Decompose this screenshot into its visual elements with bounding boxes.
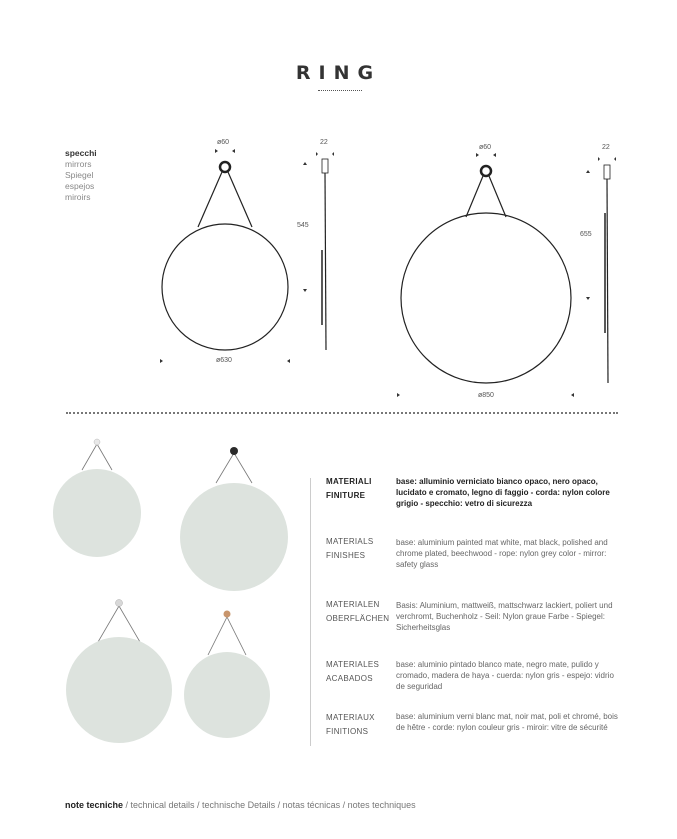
large-depth: 22 [602,144,610,151]
small-height: 545 [297,222,309,229]
small-mirror-front-view [162,162,288,350]
small-depth: 22 [320,139,328,146]
large-mirror-front-view [401,166,571,383]
small-ring-diameter: ø60 [217,139,230,146]
large-height: 655 [580,231,592,238]
materials-label-de: MATERIALEN OBERFLÄCHEN [326,600,390,623]
page-title: RING [295,62,382,84]
materials-label-en: MATERIALS FINISHES [326,537,374,560]
thumbnail-white-hook [53,439,141,557]
materials-text-fr: base: aluminium verni blanc mat, noir mat, poli et chromé, bois de hêtre - corde: nylon couleur gris - miroir: vitre de sécurité [396,712,618,732]
category-item: Spiegel [65,170,94,180]
thumbnail-chrome-hook [66,600,172,744]
materials-text-it: base: alluminio verniciato bianco opaco, nero opaco, lucidato e cromato, legno di faggio - corda: nylon colore grigio - specchio: vetro di sicurezza [396,477,610,508]
category-item: specchi [65,148,97,158]
footer-note [65,800,416,810]
footer-rest: / technical details / technische Details / notas técnicas / notes techniques [123,800,416,810]
materials-label-es: MATERIALES ACABADOS [326,660,380,683]
materials-label-it: MATERIALI FINITURE [326,477,372,500]
materials-text-en: base: aluminium painted mat white, mat black, polished and chrome plated, beechwood - rope: nylon grey color - mirror: safety glass [396,538,608,569]
materials-divider [310,478,311,746]
category-item: miroirs [65,192,91,202]
thumbnail-wood-hook [184,611,270,739]
large-mirror-arrows [397,153,590,397]
small-mirror-arrows [160,149,307,363]
small-width: ø630 [216,357,232,364]
category-item: espejos [65,181,95,191]
large-width: ø850 [478,392,494,399]
footer-bold: note tecniche [65,800,124,810]
thumbnail-black-hook [180,447,288,591]
large-ring-diameter: ø60 [479,144,492,151]
materials-text-es: base: aluminio pintado blanco mate, negro mate, pulido y cromado, madera de haya - cuerda: nylon gris - espejo: vidrio de seguridad [396,660,614,691]
category-item: mirrors [65,159,92,169]
materials-text-de: Basis: Aluminium, mattweiß, mattschwarz lackiert, poliert und verchromt, Buchenholz - Seil: Nylon graue Farbe - Spiegel: Sicherheitsglas [396,601,613,632]
section-separator [66,412,618,414]
materials-label-fr: MATERIAUX FINITIONS [326,713,375,736]
large-mirror-side-view [604,165,610,383]
small-mirror-side-view [322,159,328,350]
